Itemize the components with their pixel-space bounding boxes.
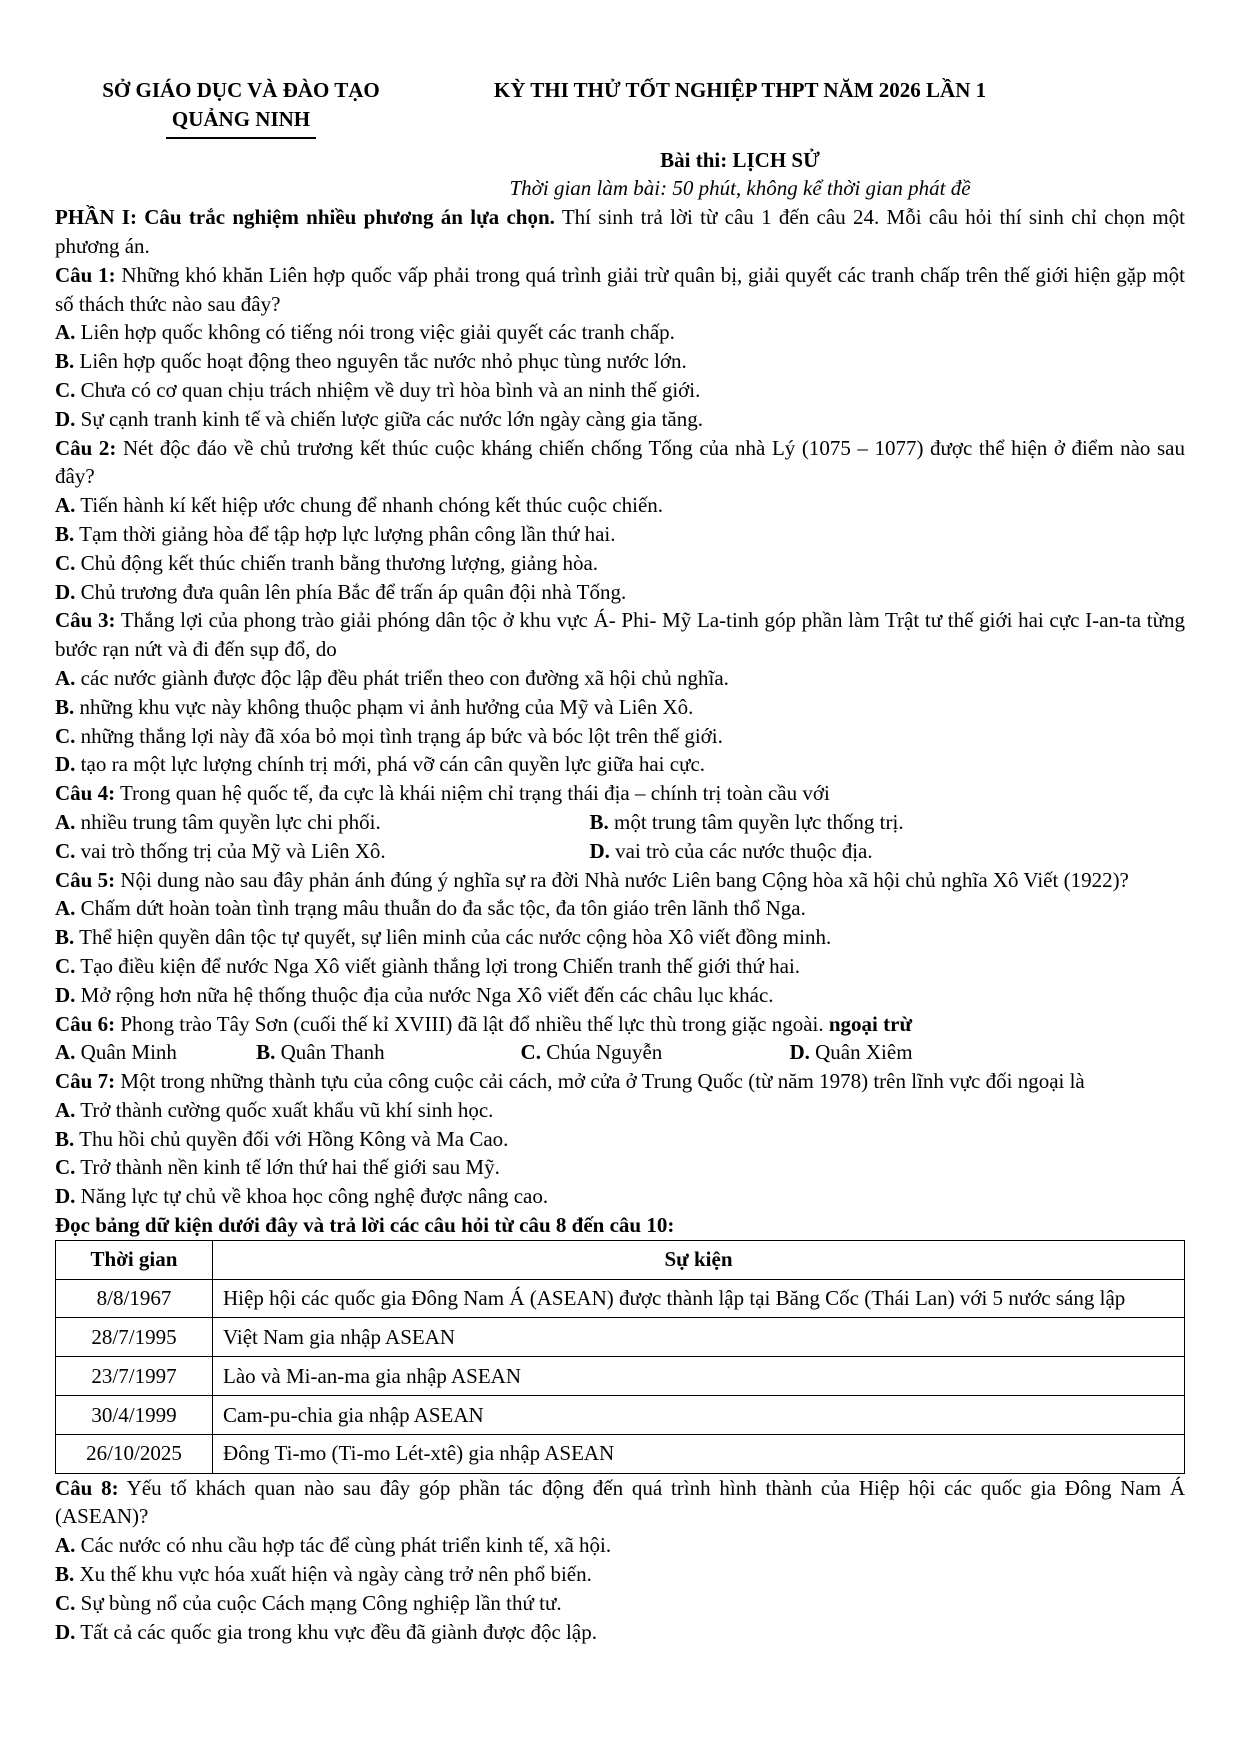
- event-table: [55, 1240, 1185, 1474]
- q1-option-D: D. Sự cạnh tranh kinh tế và chiến lược giữa các nước lớn ngày càng gia tăng.: [55, 406, 703, 431]
- event-date: 28/7/1995: [56, 1318, 213, 1357]
- part1-intro: [55, 203, 1185, 261]
- q4-option-C: C. vai trò thống trị của Mỹ và Liên Xô.: [55, 838, 386, 863]
- part1-intro-bold: PHẦN I: Câu trắc nghiệm nhiều phương án lựa chọn.: [55, 205, 555, 230]
- table-note: Đọc bảng dữ kiện dưới đây và trả lời các câu hỏi từ câu 8 đến câu 10:: [55, 1213, 675, 1238]
- q2-option-C: C. Chủ động kết thúc chiến tranh bằng thương lượng, giảng hòa.: [55, 550, 599, 575]
- q6-text: Câu 6: Phong trào Tây Sơn (cuối thế kỉ XVIII) đã lật đổ nhiều thế lực thù trong giặc ngoài. ngoại trừ: [55, 1011, 913, 1036]
- q7-option-B: B. Thu hồi chủ quyền đối với Hồng Kông và Ma Cao.: [55, 1126, 509, 1151]
- event-description: Đông Ti-mo (Ti-mo Lét-xtê) gia nhập ASEAN: [213, 1434, 1185, 1473]
- q5-option-A: A. Chấm dứt hoàn toàn tình trạng mâu thuẫn do đa sắc tộc, đa tôn giáo trên lãnh thổ Nga.: [55, 896, 806, 921]
- event-table-header-time: Thời gian: [56, 1240, 213, 1279]
- q6-option-D: D. Quân Xiêm: [789, 1040, 913, 1065]
- q8-option-A: A. Các nước có nhu cầu hợp tác để cùng phát triển kinh tế, xã hội.: [55, 1533, 612, 1558]
- event-description: Lào và Mi-an-ma gia nhập ASEAN: [213, 1357, 1185, 1396]
- q1-text: Câu 1: Những khó khăn Liên hợp quốc vấp phải trong quá trình giải trừ quân bị, giải quyết các tranh chấp trên thế giới hiện gặp một số thách thức nào sau đây?: [55, 262, 1185, 316]
- q2-text: Câu 2: Nét độc đáo về chủ trương kết thúc cuộc kháng chiến chống Tống của nhà Lý (1075 – 1077) được thể hiện ở điểm nào sau đây?: [55, 435, 1185, 489]
- q4-text: Câu 4: Trong quan hệ quốc tế, đa cực là khái niệm chỉ trạng thái địa – chính trị toàn cầu với: [55, 781, 830, 806]
- questions-section-2: [55, 1474, 1185, 1647]
- authority-line1: SỞ GIÁO DỤC VÀ ĐÀO TẠO: [102, 78, 380, 102]
- q6-option-A: A. Quân Minh: [55, 1040, 177, 1065]
- duration-line: Thời gian làm bài: 50 phút, không kể thời gian phát đề: [509, 176, 971, 201]
- event-table-row: [56, 1318, 1185, 1357]
- event-table-header-event: Sự kiện: [213, 1240, 1185, 1279]
- q2-option-A: A. Tiến hành kí kết hiệp ước chung để nhanh chóng kết thúc cuộc chiến.: [55, 493, 664, 518]
- q1-option-B: B. Liên hợp quốc hoạt động theo nguyên tắc nước nhỏ phục tùng nước lớn.: [55, 349, 687, 374]
- q1-option-C: C. Chưa có cơ quan chịu trách nhiệm về duy trì hòa bình và an ninh thế giới.: [55, 377, 701, 402]
- q6-option-B: B. Quân Thanh: [256, 1040, 385, 1065]
- event-description: Cam-pu-chia gia nhập ASEAN: [213, 1396, 1185, 1435]
- event-date: 8/8/1967: [56, 1279, 213, 1318]
- q3-option-A: A. các nước giành được độc lập đều phát triển theo con đường xã hội chủ nghĩa.: [55, 665, 729, 690]
- event-table-header-row: [56, 1240, 1185, 1279]
- event-date: 23/7/1997: [56, 1357, 213, 1396]
- q8-option-B: B. Xu thế khu vực hóa xuất hiện và ngày càng trở nên phổ biến.: [55, 1562, 592, 1587]
- q2-option-D: D. Chủ trương đưa quân lên phía Bắc để trấn áp quân đội nhà Tống.: [55, 579, 627, 604]
- event-table-row: [56, 1434, 1185, 1473]
- exam-header: [55, 76, 1185, 139]
- q6-option-C: C. Chúa Nguyễn: [520, 1040, 663, 1065]
- q5-option-C: C. Tạo điều kiện để nước Nga Xô viết giành thắng lợi trong Chiến tranh thế giới thứ hai.: [55, 953, 801, 978]
- q1-option-A: A. Liên hợp quốc không có tiếng nói trong việc giải quyết các tranh chấp.: [55, 320, 675, 345]
- q6-option-row: [55, 1038, 1185, 1067]
- q7-option-A: A. Trở thành cường quốc xuất khẩu vũ khí sinh học.: [55, 1097, 494, 1122]
- q8-text: Câu 8: Yếu tố khách quan nào sau đây góp phần tác động đến quá trình hình thành của Hiệp hội các quốc gia Đông Nam Á (ASEAN)?: [55, 1475, 1185, 1529]
- q4-option-D: D. vai trò của các nước thuộc địa.: [589, 838, 873, 863]
- q3-option-B: B. những khu vực này không thuộc phạm vi ảnh hưởng của Mỹ và Liên Xô.: [55, 694, 694, 719]
- part1-intro-rest: Thí sinh trả lời từ câu 1 đến câu 24. Mỗi câu hỏi thí sinh chỉ chọn một phương án.: [55, 205, 1185, 258]
- q7-text: Câu 7: Một trong những thành tựu của công cuộc cải cách, mở cửa ở Trung Quốc (từ năm 1978) trên lĩnh vực đối ngoại là: [55, 1069, 1085, 1094]
- event-description: Việt Nam gia nhập ASEAN: [213, 1318, 1185, 1357]
- q5-option-B: B. Thể hiện quyền dân tộc tự quyết, sự liên minh của các nước cộng hòa Xô viết đồng minh.: [55, 925, 832, 950]
- q4-option-row: [55, 837, 1185, 866]
- subject-line: Bài thi: LỊCH SỬ: [660, 147, 820, 172]
- authority-line2: QUẢNG NINH: [171, 106, 311, 131]
- questions-section-1: [55, 261, 1185, 1211]
- q3-option-C: C. những thắng lợi này đã xóa bỏ mọi tình trạng áp bức và bóc lột trên thế giới.: [55, 723, 723, 748]
- q3-option-D: D. tạo ra một lực lượng chính trị mới, phá vỡ cán cân quyền lực giữa hai cực.: [55, 752, 706, 777]
- q2-option-B: B. Tạm thời giảng hòa để tập hợp lực lượng phân công lần thứ hai.: [55, 521, 616, 546]
- q8-option-D: D. Tất cả các quốc gia trong khu vực đều đã giành được độc lập.: [55, 1619, 597, 1644]
- q8-option-C: C. Sự bùng nổ của cuộc Cách mạng Công nghiệp lần thứ tư.: [55, 1590, 562, 1615]
- event-table-row: [56, 1279, 1185, 1318]
- q4-option-B: B. một trung tâm quyền lực thống trị.: [589, 809, 904, 834]
- event-date: 26/10/2025: [56, 1434, 213, 1473]
- header-underline: [166, 137, 316, 139]
- q4-option-row: [55, 808, 1185, 837]
- q5-option-D: D. Mở rộng hơn nữa hệ thống thuộc địa của nước Nga Xô viết đến các châu lục khác.: [55, 982, 774, 1007]
- event-table-row: [56, 1357, 1185, 1396]
- q3-text: Câu 3: Thắng lợi của phong trào giải phóng dân tộc ở khu vực Á- Phi- Mỹ La-tinh góp phần làm Trật tư thế giới hai cực I-an-ta từng bước rạn nứt và đi đến sụp đổ, do: [55, 608, 1185, 662]
- subject-block: [295, 146, 1185, 204]
- q7-option-D: D. Năng lực tự chủ về khoa học công nghệ được nâng cao.: [55, 1184, 549, 1209]
- exam-title: KỲ THI THỬ TỐT NGHIỆP THPT NĂM 2026 LẦN 1: [493, 78, 987, 102]
- q5-text: Câu 5: Nội dung nào sau đây phản ánh đúng ý nghĩa sự ra đời Nhà nước Liên bang Cộng hòa xã hội chủ nghĩa Xô Viết (1922)?: [55, 867, 1129, 892]
- event-description: Hiệp hội các quốc gia Đông Nam Á (ASEAN) được thành lập tại Băng Cốc (Thái Lan) với 5 nước sáng lập: [213, 1279, 1185, 1318]
- event-table-row: [56, 1396, 1185, 1435]
- event-date: 30/4/1999: [56, 1396, 213, 1435]
- q4-option-A: A. nhiều trung tâm quyền lực chi phối.: [55, 809, 381, 834]
- q7-option-C: C. Trở thành nền kinh tế lớn thứ hai thế giới sau Mỹ.: [55, 1155, 500, 1180]
